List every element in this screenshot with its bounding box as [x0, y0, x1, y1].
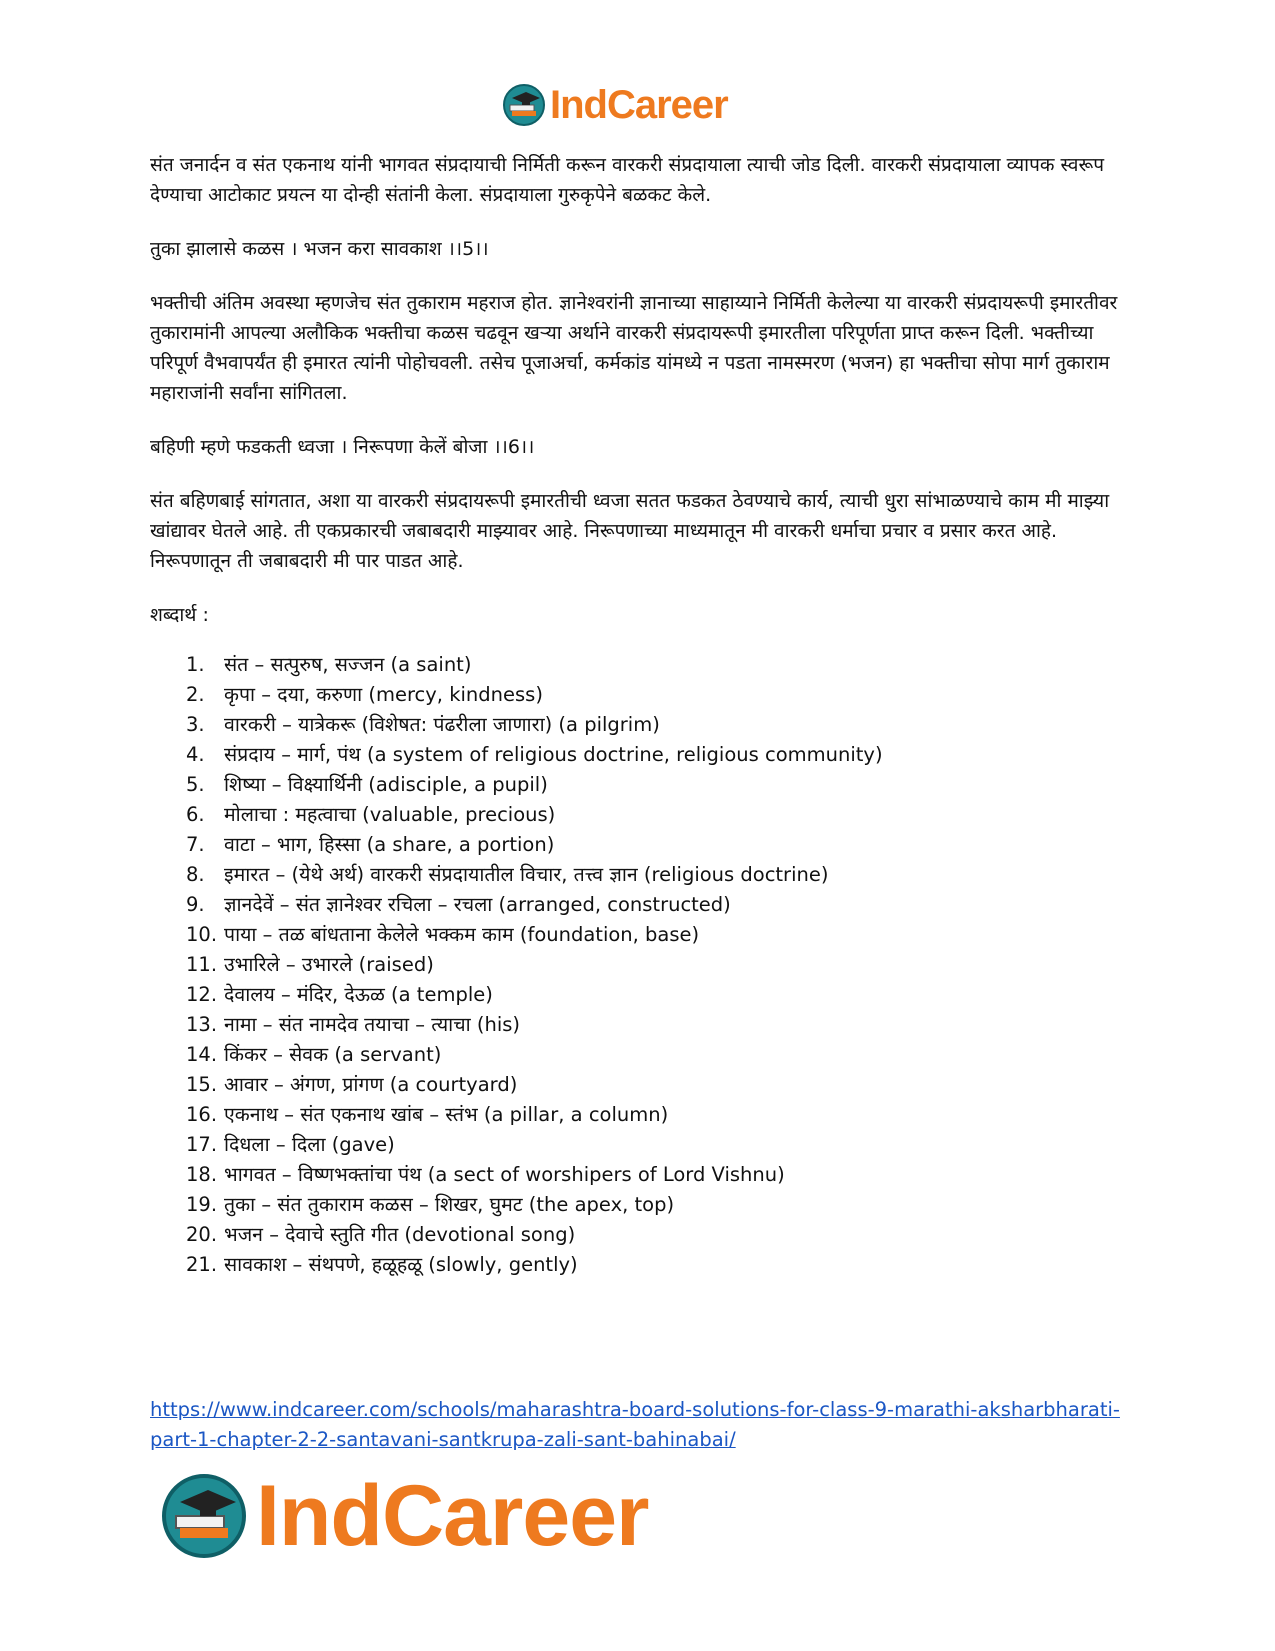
list-item: 20. भजन – देवाचे स्तुति गीत (devotional song) [186, 1223, 576, 1246]
list-item: 6. मोलाचा : महत्वाचा (valuable, precious) [186, 803, 556, 826]
list-item: 1. संत – सत्पुरुष, सज्जन (a saint) [186, 653, 472, 676]
list-item: 16. एकनाथ – संत एकनाथ खांब – स्तंभ (a pillar, a column) [186, 1103, 669, 1126]
verse-6: बहिणी म्हणे फडकती ध्वजा । निरूपणा केलें बोजा ।।6।। [150, 436, 535, 458]
glossary-heading: शब्दार्थ : [150, 604, 209, 626]
logo-wordmark: IndCareer [550, 82, 728, 127]
list-item: 14. किंकर – सेवक (a servant) [186, 1043, 442, 1066]
list-item: 15. आवार – अंगण, प्रांगण (a courtyard) [186, 1073, 518, 1096]
list-item: 11. उभारिले – उभारले (raised) [186, 953, 434, 976]
list-item: 13. नामा – संत नामदेव तयाचा – त्याचा (his) [186, 1013, 521, 1036]
list-item: 17. दिधला – दिला (gave) [186, 1133, 395, 1156]
list-item: 7. वाटा – भाग, हिस्सा (a share, a portion) [186, 833, 555, 856]
footer-logo [160, 1460, 700, 1572]
list-item: 9. ज्ञानदेवें – संत ज्ञानेश्वर रचिला – रचला (arranged, constructed) [186, 893, 731, 916]
source-link[interactable]: https://www.indcareer.com/schools/maharashtra-board-solutions-for-class-9-marathi-aksharbharati-part-1-chapter-2-2-santavani-santkrupa-zali-sant-bahinabai/ [150, 1398, 1120, 1451]
list-item: 18. भागवत – विष्णभक्तांचा पंथ (a sect of worshipers of Lord Vishnu) [186, 1163, 785, 1186]
list-item: 4. संप्रदाय – मार्ग, पंथ (a system of religious doctrine, religious community) [186, 743, 883, 766]
paragraph-3: संत बहिणबाई सांगतात, अशा या वारकरी संप्रदायरूपी इमारतीची ध्वजा सतत फडकत ठेवण्याचे कार्य, त्याची धुरा सांभाळण्याचे काम मी माझ्या खांद्यावर घेतले आहे. ती एकप्रकारची जबाबदारी माझ्यावर आहे. निरूपणाच्या माध्यमातून मी वारकरी धर्माचा प्रचार व प्रसार करत आहे. निरूपणातून ती जबाबदारी मी पार पाडत आहे. [150, 490, 1110, 572]
logo-wordmark: IndCareer [256, 1467, 649, 1564]
paragraph-1: संत जनार्दन व संत एकनाथ यांनी भागवत संप्रदायाची निर्मिती करून वारकरी संप्रदायाला त्याची जोड दिली. वारकरी संप्रदायाला व्यापक स्वरूप देण्याचा आटोकाट प्रयत्न या दोन्ही संतांनी केला. संप्रदायाला गुरुकृपेने बळकट केले. [150, 154, 1105, 206]
list-item: 10. पाया – तळ बांधताना केलेले भक्कम काम (foundation, base) [186, 923, 700, 946]
list-item: 19. तुका – संत तुकाराम कळस – शिखर, घुमट (the apex, top) [186, 1193, 675, 1216]
list-item: 3. वारकरी – यात्रेकरू (विशेषत: पंढरीला जाणारा) (a pilgrim) [186, 713, 660, 736]
graduation-cap-book-icon [502, 83, 546, 127]
verse-5: तुका झालासे कळस । भजन करा सावकाश ।।5।। [150, 238, 489, 260]
paragraph-2: भक्तीची अंतिम अवस्था म्हणजेच संत तुकाराम महराज होत. ज्ञानेश्वरांनी ज्ञानाच्या साहाय्याने निर्मिती केलेल्या या वारकरी संप्रदायरूपी इमारतीवर तुकारामांनी आपल्या अलौकिक भक्तीचा कळस चढवून खऱ्या अर्थाने वारकरी संप्रदायरूपी इमारतीला परिपूर्णता प्राप्त करून दिली. भक्तीच्या परिपूर्ण वैभवापर्यंत ही इमारत त्यांनी पोहोचवली. तसेच पूजाअर्चा, कर्मकांड यांमध्ये न पडता नामस्मरण (भजन) हा भक्तीचा सोपा मार्ग तुकाराम महाराजांनी सर्वांना सांगितला. [150, 292, 1118, 404]
list-item: 21. सावकाश – संथपणे, हळूहळू (slowly, gently) [186, 1253, 578, 1276]
header-logo [502, 78, 772, 132]
list-item: 12. देवालय – मंदिर, देऊळ (a temple) [186, 983, 493, 1006]
list-item: 8. इमारत – (येथे अर्थ) वारकरी संप्रदायातील विचार, तत्त्व ज्ञान (religious doctrine) [186, 863, 829, 886]
main-content [150, 150, 1130, 1280]
list-item: 2. कृपा – दया, करुणा (mercy, kindness) [186, 683, 543, 706]
glossary-list [150, 650, 1130, 1280]
list-item: 5. शिष्या – विक्ष्यार्थिनी (adisciple, a pupil) [186, 773, 548, 796]
graduation-cap-book-icon [160, 1472, 248, 1560]
